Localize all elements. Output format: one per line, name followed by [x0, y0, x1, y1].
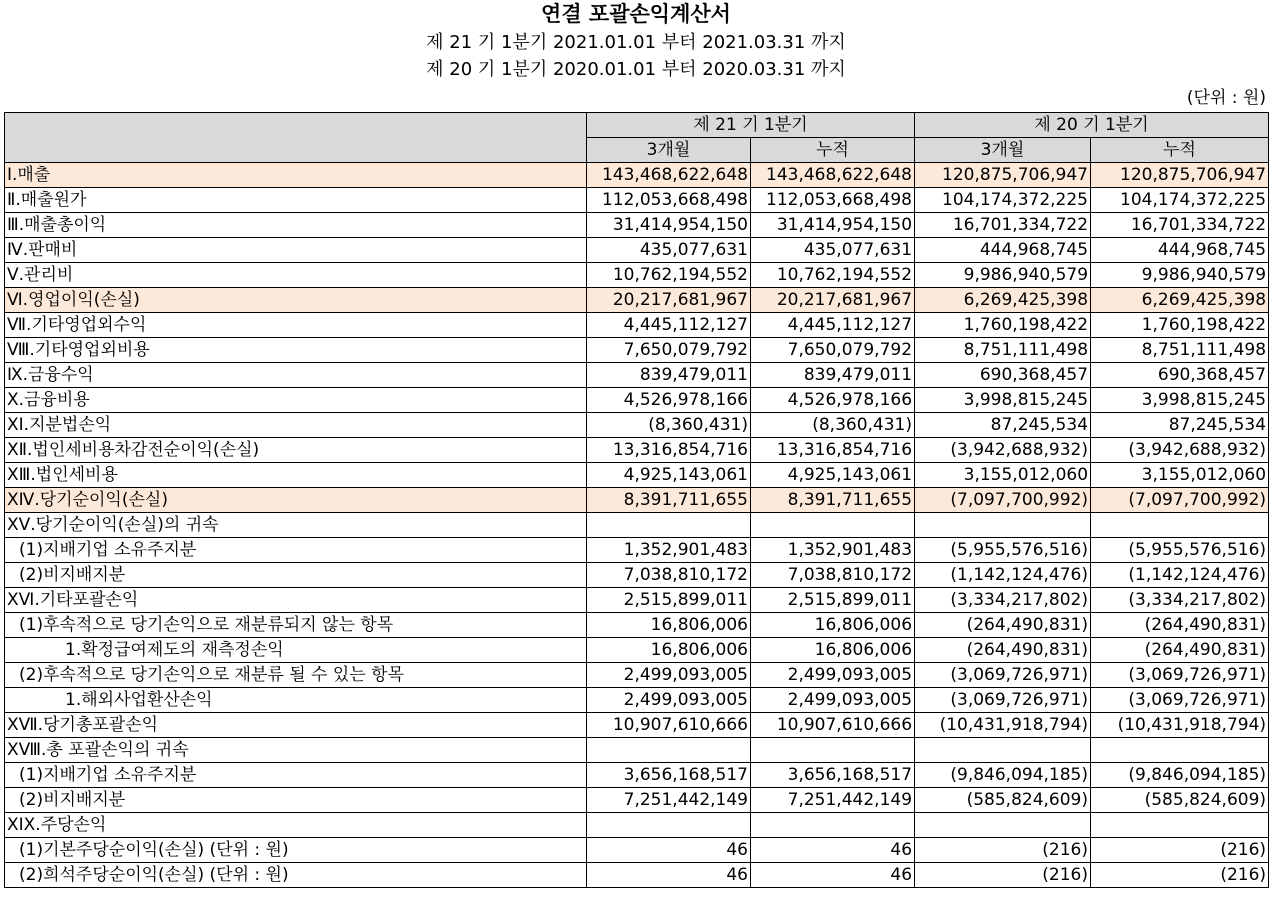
row-value: (10,431,918,794) [915, 713, 1091, 738]
row-value [751, 738, 915, 763]
row-value [587, 513, 751, 538]
row-value: 4,526,978,166 [751, 388, 915, 413]
row-label: (1)기본주당순이익(손실) (단위 : 원) [5, 838, 587, 863]
row-value: 31,414,954,150 [751, 213, 915, 238]
row-value: 444,968,745 [1091, 238, 1269, 263]
row-value: 6,269,425,398 [1091, 288, 1269, 313]
row-label: XⅢ.법인세비용 [5, 463, 587, 488]
table-row [5, 188, 1269, 213]
row-value: 16,701,334,722 [1091, 213, 1269, 238]
row-value [915, 513, 1091, 538]
row-value: 143,468,622,648 [751, 163, 915, 188]
table-row [5, 663, 1269, 688]
row-value: 690,368,457 [1091, 363, 1269, 388]
row-value: 10,907,610,666 [587, 713, 751, 738]
header-row-group [5, 113, 1269, 138]
row-value: 112,053,668,498 [751, 188, 915, 213]
statement-title: 연결 포괄손익계산서 [541, 2, 731, 26]
row-value: 143,468,622,648 [587, 163, 751, 188]
table-row [5, 213, 1269, 238]
table-row [5, 638, 1269, 663]
table-row [5, 613, 1269, 638]
table-row [5, 388, 1269, 413]
row-label: Ⅱ.매출원가 [5, 188, 587, 213]
row-value: 4,526,978,166 [587, 388, 751, 413]
row-label: (1)후속적으로 당기손익으로 재분류되지 않는 항목 [5, 613, 587, 638]
row-value: (585,824,609) [1091, 788, 1269, 813]
unit-label: (단위 : 원) [1186, 88, 1266, 108]
header-prior-cum: 누적 [1091, 138, 1269, 163]
row-label: Ⅷ.기타영업외비용 [5, 338, 587, 363]
row-value: 4,925,143,061 [751, 463, 915, 488]
row-value: 3,656,168,517 [751, 763, 915, 788]
table-row [5, 513, 1269, 538]
row-value: (264,490,831) [915, 638, 1091, 663]
row-value: 16,806,006 [587, 638, 751, 663]
row-label: XⅥ.기타포괄손익 [5, 588, 587, 613]
row-value: 7,251,442,149 [751, 788, 915, 813]
table-row [5, 288, 1269, 313]
row-label: (2)비지배지분 [5, 563, 587, 588]
row-value: (585,824,609) [915, 788, 1091, 813]
row-value: 8,391,711,655 [587, 488, 751, 513]
row-value: (216) [915, 838, 1091, 863]
row-value: 13,316,854,716 [751, 438, 915, 463]
row-label: XⅧ.총 포괄손익의 귀속 [5, 738, 587, 763]
row-value: (3,069,726,971) [915, 688, 1091, 713]
table-row [5, 563, 1269, 588]
table-row [5, 788, 1269, 813]
row-value: 7,038,810,172 [587, 563, 751, 588]
table-row [5, 238, 1269, 263]
row-value: 104,174,372,225 [1091, 188, 1269, 213]
row-label: XIX.주당손익 [5, 813, 587, 838]
row-value: (8,360,431) [751, 413, 915, 438]
row-value: 104,174,372,225 [915, 188, 1091, 213]
row-value: 31,414,954,150 [587, 213, 751, 238]
header-group-current: 제 21 기 1분기 [587, 113, 915, 138]
table-row [5, 263, 1269, 288]
row-value: 7,251,442,149 [587, 788, 751, 813]
table-row [5, 713, 1269, 738]
row-value: 8,751,111,498 [1091, 338, 1269, 363]
row-value: 7,650,079,792 [751, 338, 915, 363]
row-value: (216) [915, 863, 1091, 888]
row-value: (3,334,217,802) [1091, 588, 1269, 613]
table-row [5, 488, 1269, 513]
row-value: (5,955,576,516) [1091, 538, 1269, 563]
row-value: 4,925,143,061 [587, 463, 751, 488]
row-value: (1,142,124,476) [1091, 563, 1269, 588]
row-label: XⅦ.당기총포괄손익 [5, 713, 587, 738]
row-value: 16,806,006 [751, 638, 915, 663]
row-label: 1.해외사업환산손익 [5, 688, 587, 713]
row-value [915, 738, 1091, 763]
row-value: (7,097,700,992) [915, 488, 1091, 513]
table-row [5, 338, 1269, 363]
table-row [5, 463, 1269, 488]
header-account [5, 113, 587, 163]
row-value: 8,391,711,655 [751, 488, 915, 513]
row-value: 2,499,093,005 [587, 688, 751, 713]
row-label: 1.확정급여제도의 재측정손익 [5, 638, 587, 663]
row-value: 16,806,006 [587, 613, 751, 638]
row-value: 9,986,940,579 [1091, 263, 1269, 288]
row-value: 112,053,668,498 [587, 188, 751, 213]
row-label: XⅣ.당기순이익(손실) [5, 488, 587, 513]
table-row [5, 838, 1269, 863]
row-value [915, 813, 1091, 838]
row-label: Ⅳ.판매비 [5, 238, 587, 263]
row-value: 2,515,899,011 [587, 588, 751, 613]
row-label: Ⅴ.관리비 [5, 263, 587, 288]
row-value: 2,499,093,005 [751, 663, 915, 688]
row-value: 46 [751, 838, 915, 863]
table-row [5, 538, 1269, 563]
table-row [5, 588, 1269, 613]
row-value: (9,846,094,185) [915, 763, 1091, 788]
row-value: 9,986,940,579 [915, 263, 1091, 288]
row-value [751, 513, 915, 538]
header-group-prior: 제 20 기 1분기 [915, 113, 1269, 138]
row-value: 7,650,079,792 [587, 338, 751, 363]
row-value: (1,142,124,476) [915, 563, 1091, 588]
table-row [5, 763, 1269, 788]
row-value: 3,998,815,245 [1091, 388, 1269, 413]
row-value: 435,077,631 [751, 238, 915, 263]
row-label: Ⅶ.기타영업외수익 [5, 313, 587, 338]
row-value: 6,269,425,398 [915, 288, 1091, 313]
row-value: 20,217,681,967 [587, 288, 751, 313]
row-label: Ⅵ.영업이익(손실) [5, 288, 587, 313]
row-value: (3,942,688,932) [1091, 438, 1269, 463]
row-label: (1)지배기업 소유주지분 [5, 538, 587, 563]
row-value: (3,069,726,971) [1091, 688, 1269, 713]
row-value: 1,352,901,483 [751, 538, 915, 563]
row-value: 4,445,112,127 [587, 313, 751, 338]
row-label: XI.지분법손익 [5, 413, 587, 438]
row-value: 10,762,194,552 [751, 263, 915, 288]
table-row [5, 813, 1269, 838]
row-value [587, 813, 751, 838]
row-value: 444,968,745 [915, 238, 1091, 263]
table-row [5, 688, 1269, 713]
row-label: Ⅸ.금융수익 [5, 363, 587, 388]
header-current-cum: 누적 [751, 138, 915, 163]
row-label: (2)비지배지분 [5, 788, 587, 813]
row-value: 3,998,815,245 [915, 388, 1091, 413]
row-value: 1,760,198,422 [1091, 313, 1269, 338]
row-value: (8,360,431) [587, 413, 751, 438]
row-value [1091, 738, 1269, 763]
row-value: 2,499,093,005 [587, 663, 751, 688]
table-row [5, 863, 1269, 888]
row-value: 10,907,610,666 [751, 713, 915, 738]
row-value: (3,069,726,971) [915, 663, 1091, 688]
row-value: 46 [751, 863, 915, 888]
row-value: 839,479,011 [587, 363, 751, 388]
row-label: Ⅲ.매출총이익 [5, 213, 587, 238]
row-value: 435,077,631 [587, 238, 751, 263]
row-value: 16,806,006 [751, 613, 915, 638]
row-value: (264,490,831) [1091, 613, 1269, 638]
row-value: 46 [587, 838, 751, 863]
row-value: 120,875,706,947 [915, 163, 1091, 188]
period-current: 제 21 기 1분기 2021.01.01 부터 2021.03.31 까지 [426, 32, 846, 53]
statement-body [5, 163, 1269, 888]
row-value: 46 [587, 863, 751, 888]
row-value: 1,352,901,483 [587, 538, 751, 563]
row-value: 10,762,194,552 [587, 263, 751, 288]
row-value: 16,701,334,722 [915, 213, 1091, 238]
row-value: (264,490,831) [1091, 638, 1269, 663]
row-value: (216) [1091, 838, 1269, 863]
table-row [5, 413, 1269, 438]
row-label: Ⅹ.금융비용 [5, 388, 587, 413]
row-value: 87,245,534 [1091, 413, 1269, 438]
row-value: 3,155,012,060 [1091, 463, 1269, 488]
table-row [5, 738, 1269, 763]
row-value [587, 738, 751, 763]
row-value: 1,760,198,422 [915, 313, 1091, 338]
row-value: 839,479,011 [751, 363, 915, 388]
row-value: 2,499,093,005 [751, 688, 915, 713]
row-value: 120,875,706,947 [1091, 163, 1269, 188]
row-label: (1)지배기업 소유주지분 [5, 763, 587, 788]
header-current-3m: 3개월 [587, 138, 751, 163]
table-row [5, 163, 1269, 188]
row-value: 13,316,854,716 [587, 438, 751, 463]
row-value: 20,217,681,967 [751, 288, 915, 313]
row-value: (3,942,688,932) [915, 438, 1091, 463]
row-label: Ⅰ.매출 [5, 163, 587, 188]
row-label: XⅡ.법인세비용차감전순이익(손실) [5, 438, 587, 463]
row-value: (9,846,094,185) [1091, 763, 1269, 788]
period-prior: 제 20 기 1분기 2020.01.01 부터 2020.03.31 까지 [426, 59, 846, 80]
table-row [5, 438, 1269, 463]
row-value: 87,245,534 [915, 413, 1091, 438]
row-value: (7,097,700,992) [1091, 488, 1269, 513]
table-row [5, 313, 1269, 338]
income-statement-table [4, 112, 1269, 888]
row-label: XⅤ.당기순이익(손실)의 귀속 [5, 513, 587, 538]
row-value: (10,431,918,794) [1091, 713, 1269, 738]
row-value: (3,334,217,802) [915, 588, 1091, 613]
row-value: (5,955,576,516) [915, 538, 1091, 563]
row-value: 690,368,457 [915, 363, 1091, 388]
header-prior-3m: 3개월 [915, 138, 1091, 163]
row-value: (216) [1091, 863, 1269, 888]
row-value [1091, 513, 1269, 538]
row-value: 4,445,112,127 [751, 313, 915, 338]
row-label: (2)희석주당순이익(손실) (단위 : 원) [5, 863, 587, 888]
row-label: (2)후속적으로 당기손익으로 재분류 될 수 있는 항목 [5, 663, 587, 688]
row-value: (264,490,831) [915, 613, 1091, 638]
row-value: 7,038,810,172 [751, 563, 915, 588]
row-value: 8,751,111,498 [915, 338, 1091, 363]
row-value: (3,069,726,971) [1091, 663, 1269, 688]
row-value: 2,515,899,011 [751, 588, 915, 613]
row-value [1091, 813, 1269, 838]
row-value: 3,155,012,060 [915, 463, 1091, 488]
row-value [751, 813, 915, 838]
table-row [5, 363, 1269, 388]
row-value: 3,656,168,517 [587, 763, 751, 788]
